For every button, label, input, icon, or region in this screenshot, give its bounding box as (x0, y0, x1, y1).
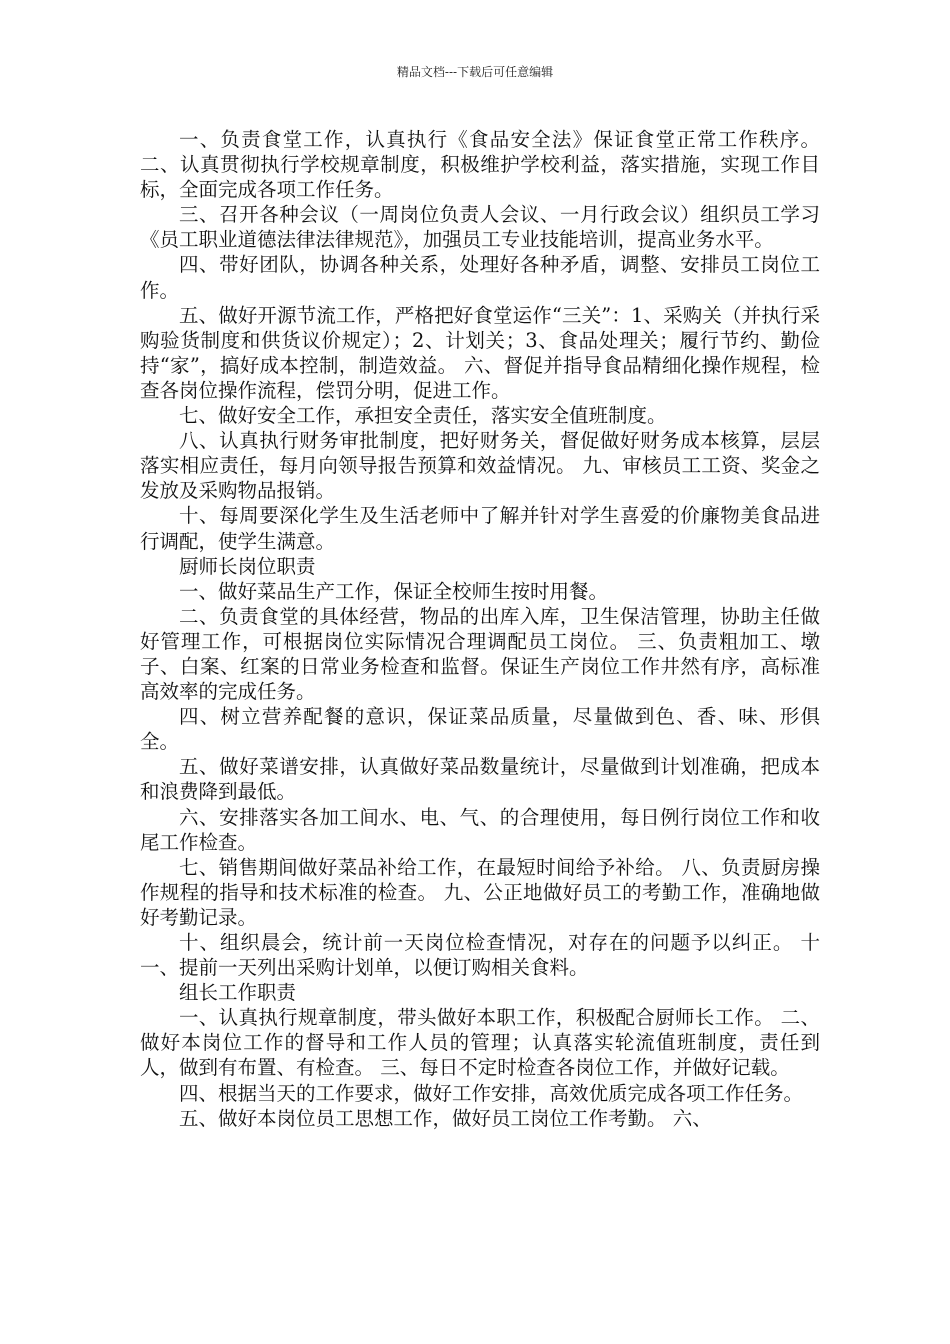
paragraph-2: 三、召开各种会议（一周岗位负责人会议、一月行政会议）组织员工学习《员工职业道德法律法律规范》，加强员工专业技能培训，提高业务水平。 (140, 203, 820, 252)
document-body (140, 127, 820, 1131)
paragraph-4: 五、做好开源节流工作，严格把好食堂运作“三关”：1、采购关（并执行采购验货制度和供货议价规定）；2、计划关；3、食品处理关；履行节约、勤俭持“家”，搞好成本控制，制造效益。 六、督促并指导食品精细化操作规程，检查各岗位操作流程，偿罚分明，促进工作。 (140, 303, 820, 402)
paragraph-10: 二、负责食堂的具体经营，物品的出库入库，卫生保洁管理，协助主任做好管理工作，可根据岗位实际情况合理调配员工岗位。 三、负责粗加工、墩子、白案、红案的日常业务检查和监督。保证生产岗位工作井然有序，高标准高效率的完成任务。 (140, 604, 820, 704)
paragraph-11: 四、树立营养配餐的意识，保证菜品质量，尽量做到色、香、味、形俱全。 (140, 705, 820, 754)
paragraph-6: 八、认真执行财务审批制度，把好财务关，督促做好财务成本核算，层层落实相应责任，每月向领导报告预算和效益情况。 九、审核员工工资、奖金之发放及采购物品报销。 (140, 429, 820, 503)
paragraph-3: 四、带好团队，协调各种关系，处理好各种矛盾，调整、安排员工岗位工作。 (140, 253, 820, 302)
paragraph-9: 一、做好菜品生产工作，保证全校师生按时用餐。 (179, 579, 609, 603)
paragraph-1: 一、负责食堂工作，认真执行《食品安全法》保证食堂正常工作秩序。 二、认真贯彻执行学校规章制度，积极维护学校利益，落实措施，实现工作目标，全面完成各项工作任务。 (140, 128, 820, 202)
section-heading-chef: 厨师长岗位职责 (179, 554, 316, 578)
paragraph-14: 七、销售期间做好菜品补给工作，在最短时间给予补给。 八、负责厨房操作规程的指导和技术标准的检查。 九、公正地做好员工的考勤工作，准确地做好考勤记录。 (140, 855, 820, 929)
section-heading-team-leader: 组长工作职责 (179, 981, 297, 1005)
paragraph-13: 六、安排落实各加工间水、电、气、的合理使用，每日例行岗位工作和收尾工作检查。 (140, 805, 820, 854)
paragraph-18: 四、根据当天的工作要求，做好工作安排，高效优质完成各项工作任务。 (179, 1081, 804, 1105)
page-header: 精品文档---下载后可任意编辑 (396, 65, 554, 79)
paragraph-5: 七、做好安全工作，承担安全责任，落实安全值班制度。 (179, 404, 667, 428)
paragraph-15: 十、组织晨会，统计前一天岗位检查情况，对存在的问题予以纠正。 十一、提前一天列出采购计划单，以便订购相关食料。 (140, 931, 820, 980)
paragraph-12: 五、做好菜谱安排，认真做好菜品数量统计，尽量做到计划准确，把成本和浪费降到最低。 (140, 755, 820, 804)
paragraph-17: 一、认真执行规章制度，带头做好本职工作，积极配合厨师长工作。 二、做好本岗位工作的督导和工作人员的管理；认真落实轮流值班制度，责任到人，做到有布置、有检查。 三、每日不定时检查各岗位工作，并做好记载。 (140, 1006, 820, 1080)
paragraph-19: 五、做好本岗位员工思想工作，做好员工岗位工作考勤。 六、 (179, 1106, 712, 1130)
paragraph-7: 十、每周要深化学生及生活老师中了解并针对学生喜爱的价廉物美食品进行调配，使学生满意。 (140, 504, 820, 553)
